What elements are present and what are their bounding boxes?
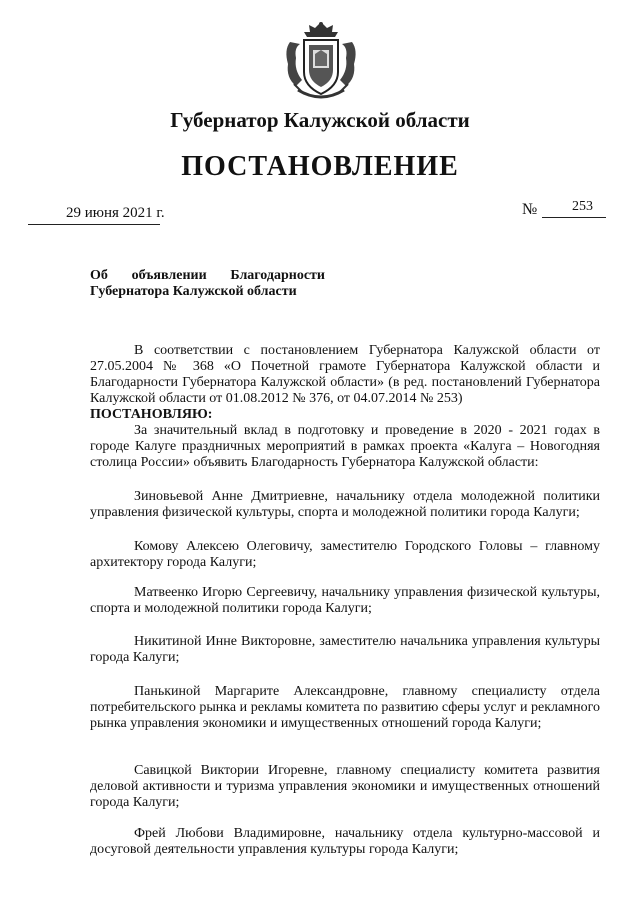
recipient-item: Никитиной Инне Викторовне, заместителю начальника управления культуры города Калуги; [90, 634, 600, 665]
preamble-paragraph: В соответствии с постановлением Губернатора Калужской области от 27.05.2004 № 368 «О Почетной грамоте Губернатора Калужской области и Благодарности Губернатора Калужской области» (в ред. постановлений Губернатора Калужской области от 01.08.2012 № 376, от 04.07.2014 № 253) [90, 343, 600, 406]
document-date: 29 июня 2021 г. [66, 205, 165, 221]
recipient-item: Матвеенко Игорю Сергеевичу, начальнику управления физической культуры, спорта и молодежной политики города Калуги; [90, 585, 600, 616]
authority-title: Губернатор Калужской области [170, 108, 470, 132]
document-number: 253 [572, 199, 593, 214]
coat-of-arms-emblem [282, 20, 360, 104]
subject-line-2: Губернатора Калужской области [90, 284, 297, 299]
recipient-item: Зиновьевой Анне Дмитриевне, начальнику отдела молодежной политики управления физической культуры, спорта и молодежной политики города Калуги; [90, 489, 600, 520]
number-label: № [522, 201, 538, 218]
document-body [90, 343, 600, 471]
intro-paragraph: За значительный вклад в подготовку и проведение в 2020 - 2021 годах в городе Калуге праздничных мероприятий в рамках проекта «Калуга – Новогодняя столица России» объявить Благодарность Губернатора Калужской области: [90, 423, 600, 470]
number-underline [542, 217, 606, 218]
recipient-item: Фрей Любови Владимировне, начальнику отдела культурно-массовой и досуговой деятельности управления культуры города Калуги; [90, 826, 600, 857]
document-type-heading: ПОСТАНОВЛЕНИЕ [181, 151, 459, 182]
recipient-item: Савицкой Виктории Игоревне, главному специалисту комитета развития деловой активности и туризма управления экономики и имущественных отношений города Калуги; [90, 763, 600, 810]
recipient-item: Панькиной Маргарите Александровне, главному специалисту отдела потребительского рынка и рекламы комитета по развитию сферы услуг и рекламного рынка управления экономики и имущественных отношений города Калуги; [90, 684, 600, 731]
decree-word: ПОСТАНОВЛЯЮ: [90, 407, 213, 422]
document-subject [90, 268, 325, 300]
date-underline [28, 224, 160, 225]
recipient-item: Комову Алексею Олеговичу, заместителю Городского Головы – главному архитектору города Калуги; [90, 539, 600, 570]
subject-line-1: Об объявлении Благодарности [90, 268, 325, 283]
